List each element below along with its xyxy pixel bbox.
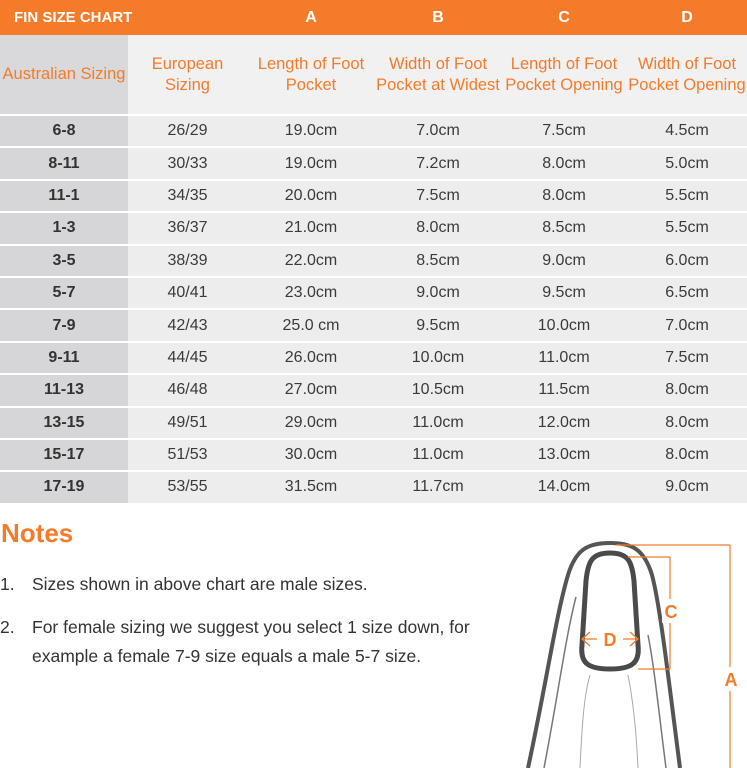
table-title: FIN SIZE CHART [0, 0, 247, 35]
table-cell: 1-3 [0, 212, 128, 244]
table-cell: 42/43 [128, 309, 247, 341]
table-cell: 8.0cm [627, 407, 747, 439]
column-header: Length of Foot Pocket [247, 35, 375, 115]
table-cell: 46/48 [128, 374, 247, 406]
table-cell: 20.0cm [247, 180, 375, 212]
table-row [0, 115, 747, 147]
table-cell: 7-9 [0, 309, 128, 341]
table-cell: 8.0cm [375, 212, 501, 244]
table-cell: 8.0cm [501, 180, 627, 212]
table-cell: 8.5cm [375, 245, 501, 277]
table-row [0, 309, 747, 341]
table-cell: 8-11 [0, 147, 128, 179]
table-cell: 53/55 [128, 471, 247, 503]
column-header: Width of Foot Pocket at Widest [375, 35, 501, 115]
table-cell: 7.0cm [375, 115, 501, 147]
table-cell: 7.0cm [627, 309, 747, 341]
table-cell: 7.2cm [375, 147, 501, 179]
note-number: 2. [0, 617, 15, 637]
table-cell: 36/37 [128, 212, 247, 244]
table-cell: 19.0cm [247, 115, 375, 147]
table-cell: 8.0cm [627, 374, 747, 406]
note-number: 1. [0, 574, 15, 594]
table-cell: 7.5cm [501, 115, 627, 147]
table-cell: 23.0cm [247, 277, 375, 309]
table-cell: 34/35 [128, 180, 247, 212]
foot-pocket-opening [582, 553, 639, 669]
table-cell: 11-1 [0, 180, 128, 212]
table-row [0, 180, 747, 212]
diagram-label-a: A [724, 670, 738, 690]
table-cell: 19.0cm [247, 147, 375, 179]
table-cell: 11.5cm [501, 374, 627, 406]
table-cell: 5.0cm [627, 147, 747, 179]
table-cell: 7.5cm [627, 342, 747, 374]
table-cell: 6.0cm [627, 245, 747, 277]
table-cell: 25.0 cm [247, 309, 375, 341]
group-letter-a: A [247, 0, 375, 35]
table-row [0, 147, 747, 179]
table-title-row [0, 0, 747, 35]
table-cell: 8.5cm [501, 212, 627, 244]
table-cell: 6.5cm [627, 277, 747, 309]
table-cell: 5-7 [0, 277, 128, 309]
table-cell: 38/39 [128, 245, 247, 277]
table-cell: 26/29 [128, 115, 247, 147]
table-cell: 30/33 [128, 147, 247, 179]
table-cell: 13.0cm [501, 439, 627, 471]
table-cell: 9.5cm [375, 309, 501, 341]
group-letter-d: D [627, 0, 747, 35]
table-cell: 31.5cm [247, 471, 375, 503]
table-cell: 9.0cm [627, 471, 747, 503]
table-cell: 10.0cm [375, 342, 501, 374]
note-text: For female sizing we suggest you select 1 size down, for example a female 7-9 size equals a male 5-7 size. [32, 617, 470, 666]
table-row [0, 277, 747, 309]
table-cell: 26.0cm [247, 342, 375, 374]
table-cell: 10.0cm [501, 309, 627, 341]
table-row [0, 439, 747, 471]
table-row [0, 342, 747, 374]
column-header-row [0, 35, 747, 115]
column-header: Australian Sizing [0, 35, 128, 115]
table-row [0, 245, 747, 277]
table-cell: 4.5cm [627, 115, 747, 147]
table-cell: 9.0cm [501, 245, 627, 277]
table-cell: 9.0cm [375, 277, 501, 309]
column-header: Width of Foot Pocket Opening [627, 35, 747, 115]
table-cell: 11.0cm [375, 407, 501, 439]
notes-title: Notes [1, 518, 74, 548]
table-cell: 21.0cm [247, 212, 375, 244]
group-letter-c: C [501, 0, 627, 35]
table-cell: 15-17 [0, 439, 128, 471]
table-row [0, 407, 747, 439]
diagram-label-d: D [603, 630, 617, 650]
table-cell: 12.0cm [501, 407, 627, 439]
table-body [0, 115, 747, 504]
group-letter-b: B [375, 0, 501, 35]
table-cell: 49/51 [128, 407, 247, 439]
column-header: European Sizing [128, 35, 247, 115]
table-cell: 11.7cm [375, 471, 501, 503]
table-cell: 44/45 [128, 342, 247, 374]
table-cell: 3-5 [0, 245, 128, 277]
table-cell: 7.5cm [375, 180, 501, 212]
table-cell: 8.0cm [501, 147, 627, 179]
table-row [0, 374, 747, 406]
table-cell: 30.0cm [247, 439, 375, 471]
column-header: Length of Foot Pocket Opening [501, 35, 627, 115]
table-cell: 6-8 [0, 115, 128, 147]
note-text: Sizes shown in above chart are male sizes. [32, 574, 368, 594]
table-cell: 51/53 [128, 439, 247, 471]
notes-list [0, 570, 520, 685]
table-cell: 14.0cm [501, 471, 627, 503]
table-cell: 11.0cm [375, 439, 501, 471]
table-cell: 5.5cm [627, 180, 747, 212]
note-item [0, 613, 520, 671]
table-cell: 17-19 [0, 471, 128, 503]
diagram-label-c: C [664, 602, 678, 622]
note-item [0, 570, 520, 599]
fin-diagram [520, 535, 747, 768]
table-cell: 29.0cm [247, 407, 375, 439]
table-cell: 9-11 [0, 342, 128, 374]
table-cell: 10.5cm [375, 374, 501, 406]
table-cell: 11.0cm [501, 342, 627, 374]
table-cell: 40/41 [128, 277, 247, 309]
table-cell: 22.0cm [247, 245, 375, 277]
table-cell: 13-15 [0, 407, 128, 439]
table-row [0, 471, 747, 503]
table-cell: 5.5cm [627, 212, 747, 244]
table-cell: 27.0cm [247, 374, 375, 406]
table-cell: 9.5cm [501, 277, 627, 309]
table-cell: 11-13 [0, 374, 128, 406]
table-row [0, 212, 747, 244]
table-cell: 8.0cm [627, 439, 747, 471]
